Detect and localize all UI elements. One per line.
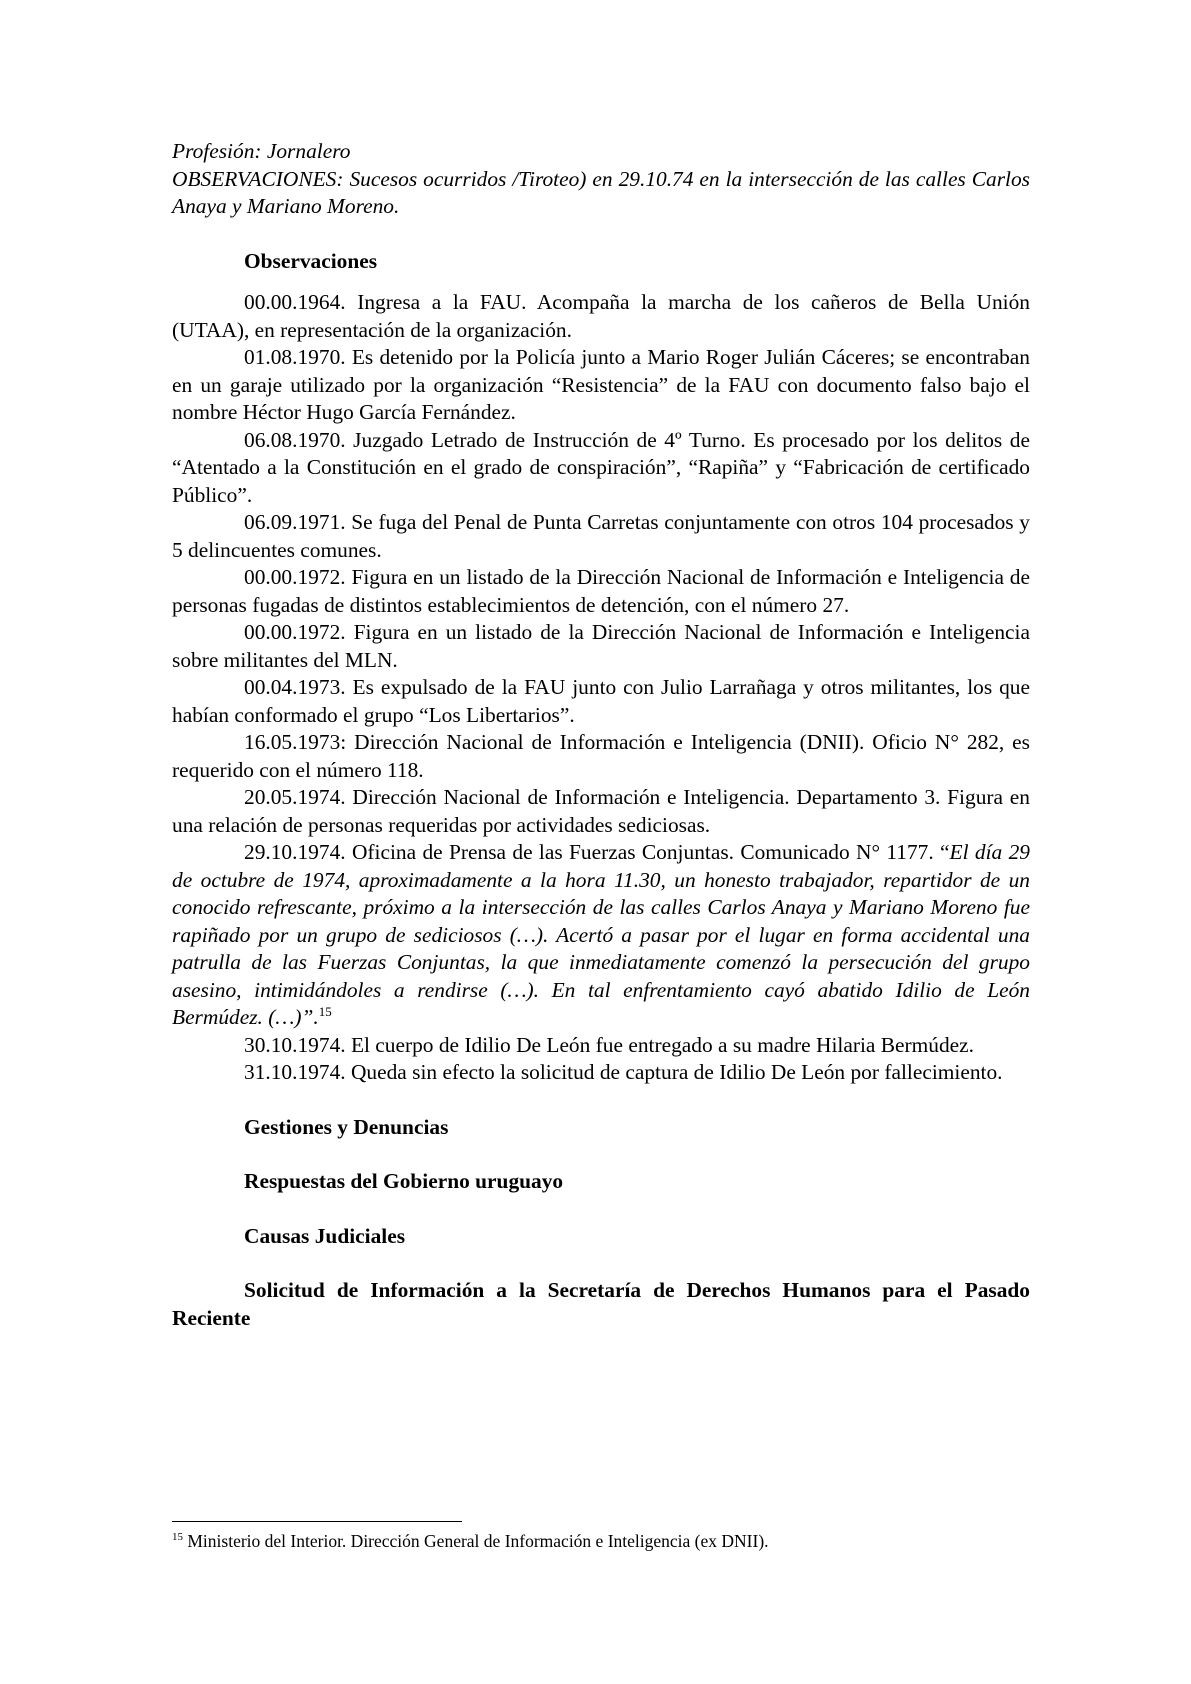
footnote-separator xyxy=(172,1521,462,1522)
entry-1974-requested: 20.05.1974. Dirección Nacional de Información e Inteligencia. Departamento 3. Figura en una relación de personas requeridas por actividades sediciosas. xyxy=(172,785,1030,837)
entry-1974-communique xyxy=(172,839,1030,1032)
communique-quote: El día 29 de octubre de 1974, aproximadamente a la hora 11.30, un honesto trabajador, repartidor de un conocido refrescante, próximo a la intersección de las calles Carlos Anaya y Mariano Moreno fue rapiñado por un grupo de sediciosos (…). Acertó a pasar por el lugar en forma accidental una patrulla de las Fuerzas Conjuntas, la que inmediatamente comenzó la persecución del grupo asesino, intimidándoles a rendirse (…). En tal enfrentamiento cayó abatido Idilio de León Bermúdez. (…)”. xyxy=(172,840,1030,1029)
entry-1974-capture-cancelled: 31.10.1974. Queda sin efecto la solicitud de captura de Idilio De León por fallecimiento. xyxy=(244,1060,1003,1084)
entry-1972-list-escapees: 00.00.1972. Figura en un listado de la Dirección Nacional de Información e Inteligencia de personas fugadas de distintos establecimientos de detención, con el número 27. xyxy=(172,565,1030,617)
communique-lead: 29.10.1974. Oficina de Prensa de las Fuerzas Conjuntas. Comunicado N° 1177. “ xyxy=(244,840,950,864)
page-content xyxy=(172,138,1030,1332)
footnote xyxy=(172,1530,1030,1552)
footnote-reference[interactable]: 15 xyxy=(318,1003,332,1019)
solicitud-heading: Solicitud de Información a la Secretaría de Derechos Humanos para el Pasado Reciente xyxy=(172,1278,1030,1330)
gestiones-heading: Gestiones y Denuncias xyxy=(244,1114,449,1139)
entry-1972-list-mln: 00.00.1972. Figura en un listado de la Dirección Nacional de Información e Inteligencia sobre militantes del MLN. xyxy=(172,620,1030,672)
entry-1970-processing: 06.08.1970. Juzgado Letrado de Instrucción de 4º Turno. Es procesado por los delitos de “Atentado a la Constitución en el grado de conspiración”, “Rapiña” y “Fabricación de certificado Público”. xyxy=(172,427,1030,507)
entry-1973-expelled: 00.04.1973. Es expulsado de la FAU junto con Julio Larrañaga y otros militantes, los que habían conformado el grupo “Los Libertarios”. xyxy=(172,675,1030,727)
profesion-line: Profesión: Jornalero xyxy=(172,139,351,163)
footnote-number: 15 xyxy=(172,1531,183,1544)
observaciones-summary: OBSERVACIONES: Sucesos ocurridos /Tiroteo) en 29.10.74 en la intersección de las calles Carlos Anaya y Mariano Moreno. xyxy=(172,166,1030,218)
observaciones-heading: Observaciones xyxy=(244,248,378,273)
entry-1973-dnii: 16.05.1973: Dirección Nacional de Información e Inteligencia (DNII). Oficio N° 282, es requerido con el número 118. xyxy=(172,730,1030,782)
entry-1970-detention: 01.08.1970. Es detenido por la Policía junto a Mario Roger Julián Cáceres; se encontraban en un garaje utilizado por la organización “Resistencia” de la FAU con documento falso bajo el nombre Héctor Hugo García Fernández. xyxy=(172,345,1030,424)
entry-1964: 00.00.1964. Ingresa a la FAU. Acompaña la marcha de los cañeros de Bella Unión (UTAA), en representación de la organización. xyxy=(172,290,1030,342)
causas-heading: Causas Judiciales xyxy=(244,1223,406,1248)
entry-1974-body-delivered: 30.10.1974. El cuerpo de Idilio De León fue entregado a su madre Hilaria Bermúdez. xyxy=(244,1032,974,1057)
entry-1971-escape: 06.09.1971. Se fuga del Penal de Punta Carretas conjuntamente con otros 104 procesados y 5 delincuentes comunes. xyxy=(172,510,1030,562)
footnote-text: Ministerio del Interior. Dirección General de Información e Inteligencia (ex DNII). xyxy=(183,1531,769,1551)
respuestas-heading: Respuestas del Gobierno uruguayo xyxy=(244,1169,564,1193)
